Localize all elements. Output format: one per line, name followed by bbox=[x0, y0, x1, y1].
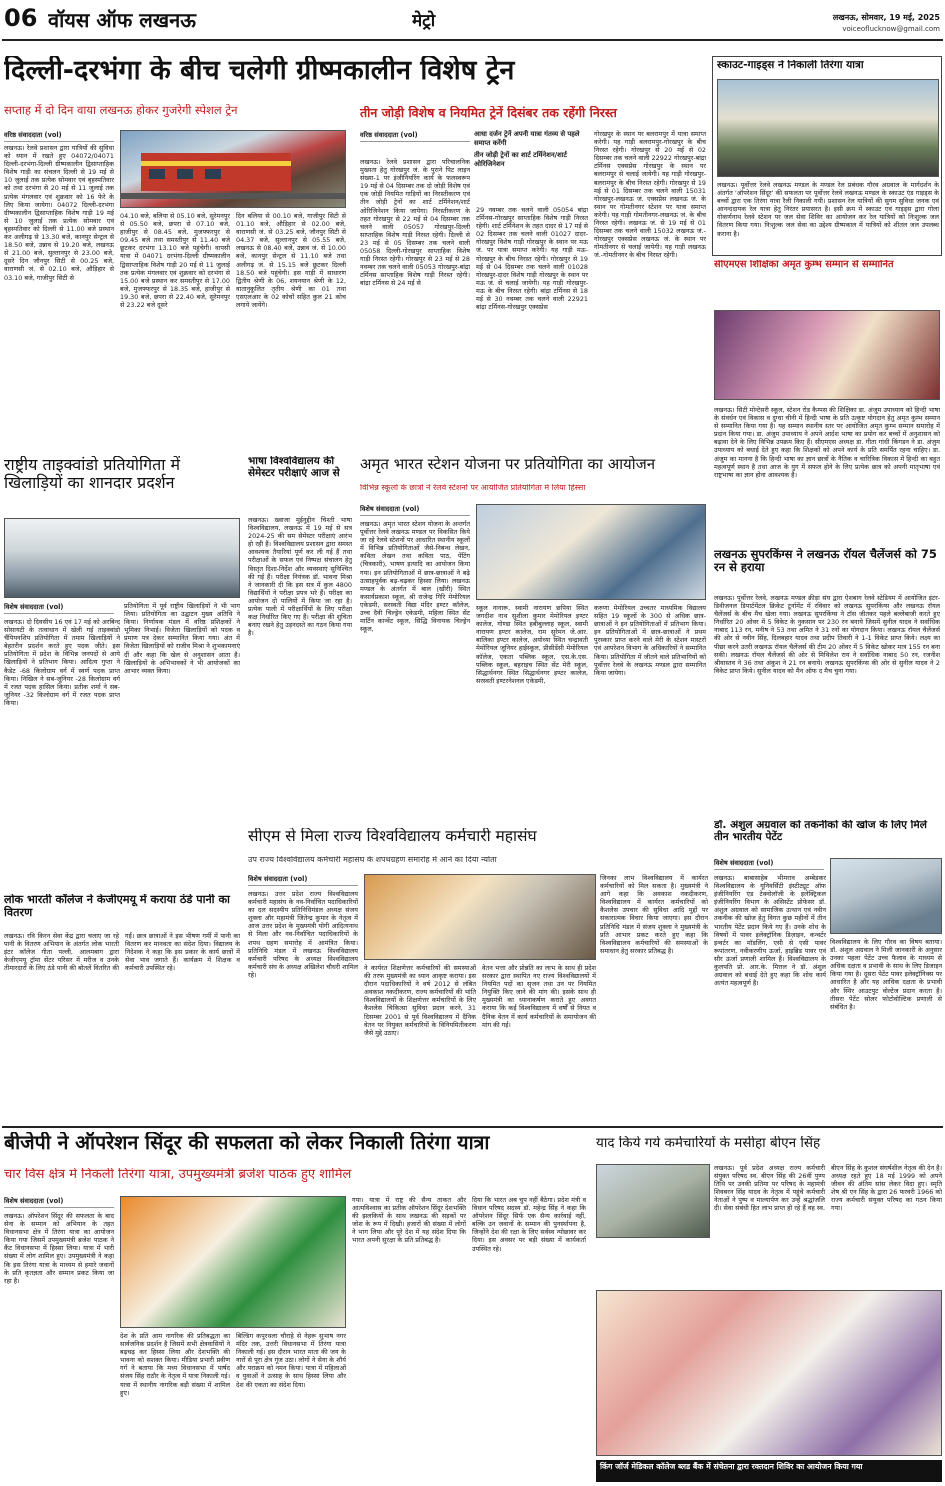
bjp-byline: विशेष संवाददाता (vol) bbox=[4, 1196, 114, 1208]
mahasangh-byline: विशेष संवाददाता (vol) bbox=[248, 874, 358, 886]
cricket-body: लखनऊ। पूर्वोत्तर रेलवे, लखनऊ मण्डल क्रीड़ा संघ द्वारा ऐशबाग रेलवे स्टेडियम में आयोजित इंटर-डिवीजनल डिपार्टमेंटल क्रिकेट टूर्नामेंट में रविवार को लखनऊ सुपरकिंग्स और लखनऊ रॉयल चैलेंजर्स के बीच मैच खेला गया। लखनऊ सुपरकिंग्स ने टॉस जीतकर पहले बल्लेबाजी करते हुए निर्धारित 20 ओवर में 5 विकेट के नुकसान पर 230 रन बनाये जिसमें सुनील यादव ने सर्वाधिक नाबाद 113 रन, मनीष ने 53 तथा अमित ने 31 रनों का योगदान किया। लखनऊ रॉयल चैलेंजर्स की ओर से नवीन सिंह, दिलबहार यादव तथा प्रदीप तिवारी ने 1-1 विकेट प्राप्त किये। लक्ष्य का पीछा करने उतरी लखनऊ रॉयल चैलेंजर्स की टीम 20 ओवर में 5 विकेट खोकर मात्र 155 रन बना सकी। लखनऊ रॉयल चैलेंजर्स की ओर से मिथिलेश राय ने सर्वाधिक नाबाद 50 रन, रजनीश श्रीवास्तव ने 36 तथा अंकुश ने 21 रन बनाये। लखनऊ सुपरकिंग्स की ओर से सुनील यादव ने 2 विकेट प्राप्त किये। सुनील यादव को मैन ऑफ द मैच चुना गया। bbox=[714, 594, 940, 675]
bnsingh-body: लखनऊ। पूर्व प्रदेश अध्यक्ष राज्य कर्मचारी संयुक्त परिषद स्व. बीएन सिंह की 26वीं पुण्य तिथि पर उनकी प्रतिमा पर परिषद के महामंत्री शिवबरन सिंह यादव के नेतृत्व में पहुंचे कर्मचारी नेताओं ने पुष्प व माल्यार्पण कर उन्हें श्रद्धांजलि दी। सेवा संबंधी हित लाभ प्राप्त हो रहे हैं वह स्व. बीएन सिंह के कुशल संघर्षशील नेतृत्व की देन है। अध्यक्ष रहते हुए 18 मई 1999 को अपने जीवन की अंतिम सांस लेकर विदा हुए। स्मृति शेष श्री एन सिंह के द्वारा 26 फरवरी 1966 को राज्य कर्मचारी संयुक्त परिषद का गठन किया गया। bbox=[714, 1164, 942, 1213]
bhasha-headline: भाषा विश्वविद्यालय की सेमेस्टर परीक्षाएं आज से bbox=[248, 456, 340, 479]
lead-headline: दिल्ली-दरभंगा के बीच चलेगी ग्रीष्मकालीन विशेष ट्रेन bbox=[4, 56, 515, 86]
bnsingh-photo bbox=[596, 1164, 710, 1238]
bjp-body-col4: गया। यात्रा में राष्ट्र की सैन्य ताकत और आत्मविश्वास का प्रतीक ऑपरेशन सिंदूर देशभक्ति की झलकियों के साथ लखनऊ की सड़कों पर जोश के रूप में दिखी। हजारों की संख्या में लोगों ने भाग लिया और पूरे देश में यह संदेश दिया कि भारत अपनी सुरक्षा के प्रति प्रतिबद्ध है। bbox=[352, 1196, 466, 1245]
taekwondo-body-col1: लखनऊ। दो दिवसीय 16 एवं 17 मई को अरबिन्द सोसायटी के तत्वाधान में खेली गई ताइक्वांडो चैंपियनशिप प्रतियोगिता में तमाम खिलाड़ियों ने बेहतरीन प्रदर्शन करते हुए पदक जीते। इस प्रतियोगिता में प्रदेश के विभिन्न जनपदों से आये खिलाड़ियों ने प्रतिभाग किया। आदित्य गुप्ता ने कैडेट -68 किलोग्राम वर्ग में स्वर्ण पदक प्राप्त किया। निखिल ने सब-जूनियर -28 किलोग्राम वर्ग में रजत पदक हासिल किया। प्रतीक शर्मा ने सब-जूनियर -32 किलोग्राम वर्ग में रजत पदक प्राप्त किया। bbox=[4, 618, 120, 707]
cancelled-body-col1: लखनऊ। रेलवे प्रशासन द्वारा परिचालनिक मुख्यता हेतु गोरखपुर जं. के पुराने पिट लाइन संख्या-1 पर इंजीनियरिंग कार्य के फलस्वरूप 19 मई से 04 दिसम्बर तक दो जोड़ी विशेष एवं एक जोड़ी नियमित गाड़ियों का निरस्तीकरण एवं तीन जोड़ी ट्रेनों का शार्ट टर्मिनेशन/शार्ट ओरिजिनेशन किया जायेगा। निरस्तीकरण के तहत गोरखपुर से 22 मई से 04 दिसम्बर तक चलने वाली 05057 गोरखपुर-दिल्ली साप्ताहिक विशेष गाड़ी निरस्त रहेगी। दिल्ली से 23 मई से 05 दिसम्बर तक चलने वाली 05058 दिल्ली-गोरखपुर साप्ताहिक विशेष गाड़ी निरस्त रहेगी। गोरखपुर से 23 मई से 28 नवम्बर तक चलने वाली 05053 गोरखपुर-बांद्रा टर्मिनस साप्ताहिक विशेष गाड़ी निरस्त रहेगी। बांद्रा टर्मिनस से 24 मई से bbox=[360, 158, 470, 288]
scouts-box bbox=[712, 56, 942, 256]
amrit-body-col3: करुणा मेमोरियल उच्चतर माध्यमिक विद्यालय सहित 19 स्कूलों के 300 से अधिक छात्र-छात्राओं ने इन प्रतियोगिताओं में प्रतिभाग किया। इन प्रतियोगिताओं में छात्र-छात्राओं ने प्रथम पुरस्कार प्राप्त करने वाले मेरी के स्टेशन मास्टरों एवं आपरेशन विभाग के अधिकारियों ने सम्मानित किया। प्रतियोगिता में जीतने वाले प्रतिभागियों को पूर्वोत्तर रेलवे के लखनऊ मण्डल द्वारा सम्मानित किया जायेगा। bbox=[594, 604, 706, 677]
section-label: मेट्रो bbox=[412, 11, 436, 31]
amrit-body-col2: स्कूल नानारू, स्वामी नारायण छपिया स्थित जगदीश नाथ सुशीला कुमार मेमोरियल इण्टर कालेज, गोण्डा स्थित हबीबुल्लाह स्कूल, स्वामी नारायण इण्टर कालेज, राम सुरेमन जे.आर. बालिका इण्टर कालेज, अयोध्या स्थित चन्द्रावती मेमोरियल जूनियर हाईस्कूल, प्रीसीडेंसी मेमोरियल कॉलेज, एकता पब्लिक स्कूल, एस.के.एस. पब्लिक स्कूल, बहराइच स्थित सेंट मेरी स्कूल, सिद्धार्थनगर स्थित सिद्धार्थनगर इण्टर कालेज, सरस्वती इण्टरनेशनल एकेडमी, bbox=[476, 604, 588, 685]
mahasangh-body-col1: लखनऊ। उत्तर प्रदेश राज्य विश्वविद्यालय कर्मचारी महासंघ के नव-निर्वाचित पदाधिकारियों का दल सदस्यीय प्रतिनिधिमंडल अध्यक्ष संजय शुक्ला और महामंत्री जितेन्द्र कुमार के नेतृत्व में आज उत्तर प्रदेश के मुख्यमंत्री योगी आदित्यनाथ से मिला और नव-निर्वाचित पदाधिकारियों के शपथ ग्रहण समारोह में आमंत्रित किया। प्रतिनिधि मंडल में लखनऊ विश्वविद्यालय कर्मचारी परिषद के अध्यक्ष विश्वविद्यालय कर्मचारी संघ के अध्यक्ष अखिलेश चौधरी शामिल रहे। bbox=[248, 890, 358, 979]
amrit-body-col1: लखनऊ। अमृत भारत स्टेशन योजना के अन्तर्गत पूर्वोत्तर रेलवे लखनऊ मण्डल पर विकसित किये जा रहे रेलवे स्टेशनों पर आधारित स्थानीय स्कूलों में विभिन्न प्रतियोगिताओं जैसे-निबन्ध लेखन, कविता लेखन तथा कविता पाठ, पेंटिंग (चित्रकारी), भाषण इत्यादि का आयोजन किया गया। इन प्रतियोगिताओं में छात्र-छात्राओं ने बढ़े उत्साहपूर्वक बढ़-चढ़कर हिस्सा लिया। लखनऊ मण्डल के अंतर्गत में बाल (खीरी) स्थित कसार्यप्रकाश स्कूल, श्री राजेन्द्र गिरि मेमोरियल एकेडमी, सरस्वती विद्या मंदिर इण्टर कॉलेज, उच्च दैवी चिल्ड्रेन एकेडमी, महिला स्थित सेंट मार्टिन कान्वेंट स्कूल, सिद्धि विनायक चिल्ड्रेन स्कूल, bbox=[360, 520, 470, 634]
lead-body-col2: 04.10 बजे, बलिया से 05.10 बजे, सुरेमनपुर से 05.50 बजे, छपरा से 07.10 बजे, हाजीपुर से 08.45 बजे, मुजफ्फरपुर से 09.45 बजे तथा समस्तीपुर से 11.40 बजे छूटकर दरभंगा 13.10 बजे पहुंचेगी। वापसी यात्रा में 04071 दरभंगा-दिल्ली ग्रीष्मकालीन द्विसाप्ताहिक विशेष गाड़ी 20 मई से 11 जुलाई तक प्रत्येक मंगलवार एवं शुक्रवार को दरभंगा से 15.00 बजे प्रस्थान कर समस्तीपुर से 17.00 बजे, मुजफ्फरपुर से 18.35 बजे, हाजीपुर से 19.30 बजे, छपरा से 22.40 बजे, सुरेमनपुर से 23.22 बजे दूसरे bbox=[120, 212, 230, 310]
lead-body-col3: दिन बलिया से 00.10 बजे, गाजीपुर सिटी से 01.10 बजे, औड़िहार से 02.00 बजे, वाराणसी जं. से 03.25 बजे, जौनपुर सिटी से 04.37 बजे, सुल्तानपुर से 05.55 बजे, लखनऊ से 08.40 बजे, उन्नाव जं. से 10.00 बजे, कानपुर सेन्ट्रल से 11.10 बजे तथा अलीगढ़ जं. से 15.15 बजे छूटकर दिल्ली 18.50 बजे पहुंचेगी। इस गाड़ी में साधारण द्वितीय श्रेणी के 06, शयनयान श्रेणी के 12, वातानुकूलित तृतीय श्रेणी का 01 तथा एसएलआर के 02 कोचों सहित कुल 21 कोच लगाये जायेंगे। bbox=[236, 212, 346, 310]
lokbharti-headline: लोक भारती कॉलेज ने केजीएमयू में कराया ठंडे पानी का वितरण bbox=[4, 894, 230, 919]
bjp-headline: बीजेपी ने ऑपरेशन सिंदूर की सफलता को लेकर निकाली तिरंगा यात्रा bbox=[4, 1132, 490, 1154]
bnsingh-headline: याद किये गये कर्मचारियों के मसीहा बीएन सिंह bbox=[596, 1136, 821, 1151]
website: voiceoflucknow@gmail.com bbox=[842, 25, 940, 33]
cms-headline: सीएमएस शिक्षिका अमृत कुम्भ सम्मान से सम्मानित bbox=[714, 260, 894, 270]
cricket-headline: लखनऊ सुपरकिंग्स ने लखनऊ रॉयल चैलेंजर्स को 75 रन से हराया bbox=[714, 548, 937, 574]
train-icon bbox=[121, 131, 346, 208]
taekwondo-photo bbox=[4, 518, 240, 598]
bjp-subhead: चार विस क्षेत्र में निकली तिरंगा यात्रा, उपमुख्यमंत्री ब्रजेश पाठक हुए शामिल bbox=[4, 1168, 352, 1182]
amrit-photo bbox=[476, 504, 706, 600]
lead-byline: वरिष्ठ संवाददाता (vol) bbox=[4, 130, 114, 142]
mahasangh-headline: सीएम से मिला राज्य विश्वविद्यालय कर्मचारी महासंघ bbox=[248, 828, 537, 845]
anshul-byline: विशेष संवाददाता (vol) bbox=[714, 858, 824, 870]
bjp-body-col5: दिया कि भारत अब चुप नहीं बैठेगा। प्रदेश मंत्री व विधान परिषद सदस्य डॉ. महेन्द्र सिंह ने कहा कि ऑपरेशन सिंदूर सिर्फ एक सैन्य कार्रवाई नहीं, बल्कि उन जवानों के सम्मान की पुनर्स्थापना है, जिन्होंने देश की रक्षा के लिए सर्वस्व न्योछावर कर दिया। इस अवसर पर बड़ी संख्या में कार्यकर्ता उपस्थित रहे। bbox=[472, 1196, 586, 1253]
train-photo bbox=[120, 130, 346, 208]
bjp-body-col2: देश के प्रति आम नागरिक की प्रतिबद्धता का सार्वजनिक प्रदर्शन है जिसमें सभी क्षेत्रवासियों ने बढ़चढ़ कर हिस्सा लिया और देशभक्ति की भावना को सशक्त किया। मीडिया प्रभारी प्रवीण गर्ग ने बताया कि मध्य विधानसभा में पार्षद संजय सिंह राठौर के नेतृत्व में यात्रा निकाली गई। यात्रा में स्थानीय नागरिक बड़ी संख्या में शामिल हुए। bbox=[120, 1332, 230, 1397]
dateline: लखनऊ, सोमवार, 19 मई, 2025 bbox=[832, 13, 940, 22]
paper-name: वॉयस ऑफ लखनऊ bbox=[48, 8, 196, 32]
bhasha-body: लखनऊ। ख्वाजा मुईनुद्दीन चिश्ती भाषा विश्वविद्यालय, लखनऊ में 19 मई से सत्र 2024-25 की सम सेमेस्टर परीक्षाएं आरंभ हो रही हैं। विश्वविद्यालय प्रशासन द्वारा समस्त आवश्यक तैयारियां पूर्ण कर ली गई हैं तथा परीक्षाओं के सफल एवं निष्पक्ष संचालन हेतु विस्तृत दिशा-निर्देश और व्यवस्थाएं सुनिश्चित की गई हैं। परीक्षा नियंत्रक डॉ. भावना मिश्रा ने जानकारी दी कि इस सत्र में कुल 4800 विद्यार्थियों ने परीक्षा प्रपत्र भरे हैं। परीक्षा का आयोजन दो पालियों में किया जा रहा है। प्रत्येक पाली में परीक्षार्थियों के लिए परीक्षा कक्ष निर्धारित किए गए हैं। परीक्षा की शुचिता बनाए रखने हेतु उड़नदस्ते का गठन किया गया है। bbox=[248, 516, 352, 638]
anshul-body: लखनऊ। बाबासाहेब भीमराव अम्बेडकर विश्वविद्यालय के यूनिवर्सिटी इंस्टीट्यूट ऑफ इंजीनियरिंग एंड टेक्नोलॉजी के इलेक्ट्रिकल इंजीनियरिंग विभाग के असिस्टेंट प्रोफेसर डॉ. अंशुल अग्रवाल को सामाजिक उत्थान एवं नवीन तकनीक की खोज हेतु विगत कुछ महीनों में तीन भारतीय पेटेंट प्रदान किये गए हैं। उनके शोध के विषयों में पावर इलेक्ट्रॉनिक डिज़ाइन, कन्वर्टर इन्वर्टर का मॉडलिंग, एसी से एसी पावर रूपांतरण, नवीकरणीय ऊर्जा, हाइब्रिड पावर एवं सौर ऊर्जा प्रणाली शामिल हैं। विश्वविद्यालय के कुलपति प्रो. आर.के. मित्तल ने डॉ. अंशुल अग्रवाल को बधाई देते हुए कहा कि शोध कार्य अत्यंत महत्वपूर्ण है। bbox=[714, 874, 826, 988]
mahasangh-photo bbox=[364, 874, 596, 960]
lokbharti-body: लखनऊ। रवि किरन सेवा केंद्र द्वारा चलाए जा रहे पानी के वितरण अभियान के अंतर्गत लोक भारती इंटर कॉलेज गीता पल्ली, आलमबाग द्वारा केजीएमयू ट्रॉमा सेंटर परिसर में मरीज व उनके तीमारदारों के लिए ठंडे पानी की बोतलें वितरित की गईं। छात्र छात्राओं ने इस भीषण गर्मी में पानी का वितरण कर मानवता का संदेश दिया। विद्यालय के निदेशक ने कहा कि इस प्रकार के कार्य छात्रों में सेवा भाव जगाते हैं। कार्यक्रम में शिक्षक व कर्मचारी उपस्थित रहे। bbox=[4, 932, 240, 973]
bottom-section-rule bbox=[2, 1126, 943, 1128]
taekwondo-headline: राष्ट्रीय ताइक्वांडो प्रतियोगिता में खिलाड़ियों का शानदार प्रदर्शन bbox=[4, 456, 181, 492]
blood-camp-caption: किंग जॉर्ज मेडिकल कॉलेज ब्लड बैंक में संचेतना द्वारा रक्तदान शिविर का आयोजन किया गया bbox=[596, 1460, 942, 1482]
cms-box bbox=[712, 258, 942, 544]
mahasangh-body-col4: जिनका लाभ विश्वविद्यालय में कार्यरत कर्मचारियों को मिल सकता है। मुख्यमंत्री ने आगे कहा कि अवकाश नकदीकरण, विश्वविद्यालय में कार्यरत कर्मचारियों को कैशलेस उपचार की सुविधा आदि मुद्दों पर सकारात्मक विचार किया जाएगा। इस दौरान प्रतिनिधि मंडल में संजय शुक्ला ने मुख्यमंत्री के प्रति आभार प्रकट करते हुए कहा कि विश्वविद्यालय कर्मचारियों की समस्याओं के समाधान हेतु सरकार प्रतिबद्ध है। bbox=[600, 874, 708, 955]
amrit-headline: अमृत भारत स्टेशन योजना पर प्रतियोगिता का आयोजन bbox=[360, 456, 656, 473]
scouts-body: लखनऊ। पूर्वोत्तर रेलवे लखनऊ मण्डल के मण्डल रेल प्रबंधक गौरव अग्रवाल के मार्गदर्शन के अंतर्गत 'ऑपरेशन सिंदूर' की सफलता पर पूर्वोत्तर रेलवे लखनऊ मण्डल के स्काउट एंड गाइड्स के बच्चों द्वारा एक तिरंगा यात्रा रैली निकाली गयी। प्रशासन रेल यात्रियों की सुगम सुविधा जनक एवं आनन्ददायक रेल यात्रा हेतु निरंतर प्रयासरत है। इसी क्रम में स्काउट एवं गाइड्स द्वारा गोला गोकर्णनाथ रेलवे स्टेशन पर जल सेवा शिविर का आयोजन कर रेल यात्रियों को निःशुल्क जल वितरण किया गया। निःशुल्क जल सेवा का उद्देश्य ग्रीष्मकाल में यात्रियों को शीतल जल उपलब्ध कराना है। bbox=[717, 181, 939, 238]
cancelled-bullets bbox=[474, 130, 586, 200]
cancelled-bullet: तीन जोड़ी ट्रेनों का शार्ट टर्मिनेशन/शार्ट ओरिजिनेशन bbox=[474, 151, 567, 168]
cancelled-byline: वरिष्ठ संवाददाता (vol) bbox=[360, 130, 470, 142]
mahasangh-subhead: उप राज्य विश्वविद्यालय कर्मचारी महासंघ के शपथग्रहण समारोह में आने का दिया न्योता bbox=[248, 856, 497, 864]
amrit-subhead: विभिन्न स्कूलों के छात्रों ने रेलवे स्टेशनों पर आयोजित प्रतियोगिता में लिया हिस्सा bbox=[360, 484, 586, 492]
bjp-photo bbox=[120, 1196, 346, 1328]
cancelled-body-col3: गोरखपुर के स्थान पर बलरामपुर में यात्रा समाप्त करेगी। यह गाड़ी बलरामपुर-गोरखपुर के बीच निरस्त रहेगी। गोरखपुर से 20 मई से 02 दिसम्बर तक चलने वाली 22922 गोरखपुर-बांद्रा टर्मिनस एक्सप्रेस गोरखपुर के स्थान पर बलरामपुर से चलाई जायेगी। यह गाड़ी गोरखपुर-बलरामपुर के बीच निरस्त रहेगी। गोरखपुर से 19 मई से 01 दिसम्बर तक चलने वाली 15031 गोरखपुर-लखनऊ जं. एक्सप्रेस लखनऊ जं. के स्थान पर गोमतीनगर स्टेशन पर यात्रा समाप्त करेगी। यह गाड़ी गोमतीनगर-लखनऊ जं. के बीच निरस्त रहेगी। लखनऊ जं. से 19 मई से 01 दिसम्बर तक चलने वाली 15032 लखनऊ जं.-गोरखपुर एक्सप्रेस लखनऊ जं. के स्थान पर गोमतीनगर से चलाई जायेगी। यह गाड़ी लखनऊ जं.-गोमतीनगर के बीच निरस्त रहेगी। bbox=[594, 130, 706, 260]
scouts-photo bbox=[717, 79, 939, 177]
taekwondo-body-col2: प्रतियोगिता में पूर्व राष्ट्रीय खिलाड़ियों ने भी भाग लिया। प्रतियोगिता का उद्घाटन मुख्य अतिथि ने किया। निर्णायक मंडल में वरिष्ठ प्रशिक्षकों ने भूमिका निभाई। विजेता खिलाड़ियों को पदक व प्रमाण पत्र देकर सम्मानित किया गया। अंत में विजेता खिलाड़ियों को राजीव मिश्रा ने शुभकामनाएं दीं और कहा कि खेल से अनुशासन आता है। खिलाड़ियों के अभिभावकों ने भी आयोजकों का आभार व्यक्त किया। bbox=[124, 602, 240, 675]
cms-photo bbox=[714, 310, 940, 400]
lead-subhead: सप्ताह में दो दिन वाया लखनऊ होकर गुजरेगी स्पेशल ट्रेन bbox=[4, 104, 238, 117]
anshul-headline: डॉ. अंशुल अग्रवाल को तकनीकों की खोज के लिए मिले तीन भारतीय पेटेंट bbox=[714, 820, 927, 843]
blood-camp-photo bbox=[596, 1290, 942, 1456]
masthead bbox=[0, 0, 945, 44]
anshul-body2: विश्वविद्यालय के लिए गौरव का विषय बताया। डॉ. अंशुल अग्रवाल ने मिली जानकारी के अनुसार उनका पहला पेटेंट उच्च फैलाव के माध्यम से अधिक दक्षता व प्रभावी के साथ के लिए डिजाइन किया गया है। दूसरा पेटेंट पावर इलेक्ट्रॉनिक्स पर आधारित है और यह आधिक दक्षता के प्रभावी और स्थिर आउटपुट वोल्टेज प्रदान करता है। तीसरा पेटेंट सोलर फोटोवोल्टिक प्रणाली से संबंधित है। bbox=[830, 938, 942, 1011]
lead-body-col1: लखनऊ। रेलवे प्रशासन द्वारा यात्रियों की सुविधा को ध्यान में रखते हुए 04072/04071 दिल्ली-दरभंगा-दिल्ली ग्रीष्मकालीन द्विसाप्ताहिक विशेष गाड़ी का संचलन दिल्ली से 19 मई से 10 जुलाई तक प्रत्येक सोमवार एवं बृहस्पतिवार को तथा दरभंगा से 20 मई से 11 जुलाई तक प्रत्येक मंगलवार एवं शुक्रवार को 16 फेरे के लिए किया जायेगा। 04072 दिल्ली-दरभंगा ग्रीष्मकालीन द्विसाप्ताहिक विशेष गाड़ी 19 मई से 10 जुलाई तक प्रत्येक सोमवार एवं बृहस्पतिवार को दिल्ली से 11.00 बजे प्रस्थान कर अलीगढ़ से 13.30 बजे, कानपुर सेन्ट्रल से 18.50 बजे, उन्नाव से 19.20 बजे, लखनऊ से 21.00 बजे, सुल्तानपुर से 23.00 बजे, दूसरे दिन जौनपुर सिटी से 00.25 बजे, वाराणसी जं. से 02.10 बजे, औड़िहार से 03.10 बजे, गाजीपुर सिटी से bbox=[4, 144, 114, 282]
page-number: 06 bbox=[4, 4, 38, 32]
mahasangh-body-col3: वेतन भत्ता और प्रोन्नति का लाभ के साथ ही प्रदेश सरकार द्वारा स्थापित नए राज्य विश्वविद्यालयों में नियमित पदों का सृजन तथा उन पर नियमित नियुक्ति किए जाने की मांग की। इसके साथ ही मुख्यमंत्री का ध्यानाकर्षण कराते हुए अवगत कराया कि कई विश्वविद्यालय में वर्षों से नियत व दैनिक वेतन में कार्य कर्मचारियों के समायोजन की मांग की गई। bbox=[482, 964, 596, 1029]
bjp-body-col3: बिल्डिंग कपूरथला चौराहे से नेहरू सुभाष नगर मंदिर तक, उत्तरी विधानसभा में तिरंगा यात्रा निकाली गई। इस दौरान भारत माता की जय के नारों से पूरा क्षेत्र गूंज उठा। लोगों ने सेना के शौर्य और पराक्रम को नमन किया। यात्रा में महिलाओं व युवाओं ने उत्साह के साथ हिस्सा लिया और देश की एकता का संदेश दिया। bbox=[236, 1332, 346, 1389]
anshul-photo bbox=[830, 858, 942, 934]
cancelled-bullet: आधा दर्जन ट्रेनें अपनी यात्रा गंतव्य से पहले समाप्त करेंगी bbox=[474, 130, 580, 147]
mahasangh-body-col2: ने कार्यरत शिक्षणेत्तर कर्मचारियों की समस्याओं की तरफ मुख्यमंत्री का ध्यान आकृष्ट कराया। इस दौरान पदाधिकारियों ने वर्ष 2012 से लंबित अवकाश नकदीकरण, राज्य कर्मचारियों की भांति विश्वविद्यालयों के शिक्षणेत्तर कर्मचारियों के लिए कैशलेस चिकित्सा सुविधा प्रदान करने, 31 दिसम्बर 2001 से पूर्व विश्वविद्यालय में दैनिक वेतन पर नियुक्त कर्मचारियों के विनियमितीकरण जैसे मुद्दे उठाए। bbox=[364, 964, 476, 1037]
amrit-byline: विशेष संवाददाता (vol) bbox=[360, 504, 470, 516]
taekwondo-byline: विशेष संवाददाता (vol) bbox=[4, 602, 114, 614]
cancelled-headline: तीन जोड़ी विशेष व नियमित ट्रेनें दिसंबर तक रहेंगी निरस्त bbox=[360, 106, 617, 120]
masthead-rule bbox=[2, 39, 943, 41]
cms-body: लखनऊ। सिटी मोन्टेसरी स्कूल, स्टेशन रोड कैम्पस की शिक्षिका डा. अंजुम उपाध्याय को हिन्दी भाषा के संवर्धन एवं विकास व दुग्धा चीनी में हिन्दी भाषा के प्रति उत्कृष्ट योगदान हेतु अमृत कुम्भ सम्मान से सम्मानित किया गया है। यह सम्मान स्थानीय स्तर पर आयोजित अमृत कुम्भ सम्मान समारोह में प्रदान किया गया। डा. अंजुम उपाध्याय ने अपने आर्दश भाषा का प्रयोग कर बच्चों में अनुशासन को बढ़ावा देने के लिए विभिन्न उपक्रम किए हैं। सीएमएस अध्यक्ष डा. गीता गांधी किंगडन ने डा. अंजुम उपाध्याय को बधाई देते हुए कहा कि शिक्षकों को अपने कार्य के प्रति समर्पित रहना चाहिए। डा. अंजुम का मानना है कि हिन्दी भाषा का ज्ञान छात्रों के नैतिक व चारित्रिक विकास में हिन्दी का बहुत महत्वपूर्ण स्थान है तथा आज के युग में सफल होने के लिए प्रत्येक छात्र को अपनी मातृभाषा एवं राष्ट्रभाषा का ज्ञान होना आवश्यक है। bbox=[714, 406, 940, 479]
bjp-body-col1: लखनऊ। ऑपरेशन सिंदूर की सफलता के बाद सेना के सम्मान को अभियान के तहत विधानसभा क्षेत्र में तिरंगा यात्रा का आयोजन किया गया जिसमें उपमुख्यमंत्री ब्रजेश पाठक ने कैंट विधानसभा में हिस्सा लिया। यात्रा में भारी संख्या में लोग शामिल हुए। उपमुख्यमंत्री ने कहा कि इस तिरंगा यात्रा के माध्यम से हमारे जवानों के प्रति कृतज्ञता और सम्मान प्रकट किया जा रहा है। bbox=[4, 1212, 114, 1285]
cancelled-body-col2: 29 नवम्बर तक चलने वाली 05054 बांद्रा टर्मिनस-गोरखपुर साप्ताहिक विशेष गाड़ी निरस्त रहेगी। शार्ट टर्मिनेशन के तहत दादर से 17 मई से 02 दिसम्बर तक चलने वाली 01027 दादर-गोरखपुर विशेष गाड़ी गोरखपुर के स्थान पर मऊ जं. पर यात्रा समाप्त करेगी। यह गाड़ी मऊ-गोरखपुर के बीच निरस्त रहेगी। गोरखपुर से 19 मई से 04 दिसम्बर तक चलने वाली 01028 गोरखपुर-दादर विशेष गाड़ी गोरखपुर के स्थान पर मऊ जं. से चलाई जायेगी। यह गाड़ी गोरखपुर-मऊ के बीच निरस्त रहेगी। बांद्रा टर्मिनस से 18 मई से 30 नवम्बर तक चलने वाली 22921 बांद्रा टर्मिनस-गोरखपुर एक्सप्रेस bbox=[476, 206, 588, 312]
scouts-headline: स्काउट-गाइड्स ने निकाली तिरंगा यात्रा bbox=[717, 60, 864, 71]
